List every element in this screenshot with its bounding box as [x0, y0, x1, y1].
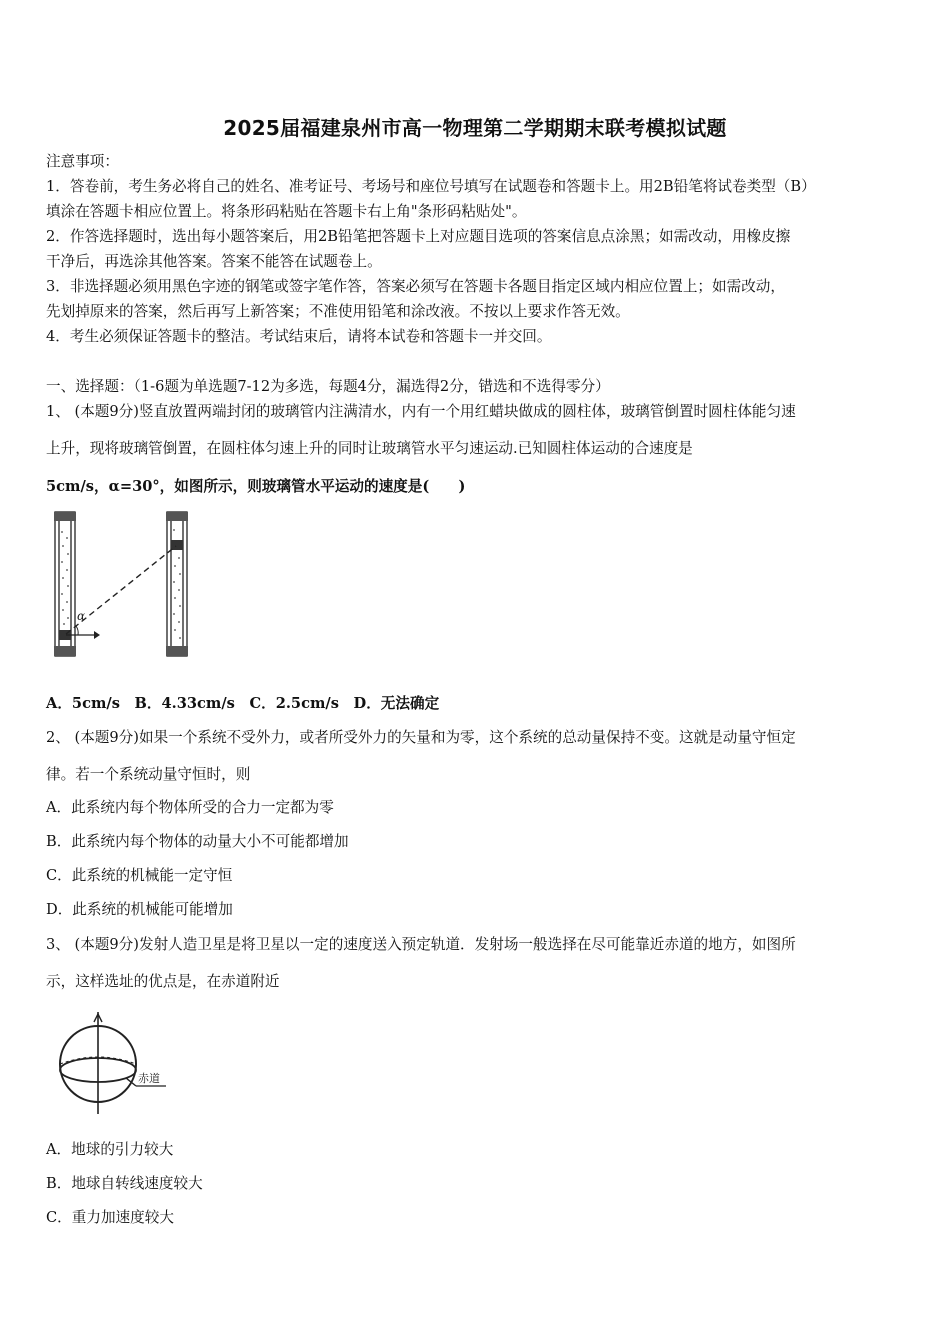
angle-label: α: [77, 609, 86, 623]
question-2-text: 2、 (本题9分)如果一个系统不受外力，或者所受外力的矢量和为零，这个系统的总动量保持不变。这就是动量守恒定: [46, 729, 796, 746]
notice-line: 3．非选择题必须用黑色字迹的钢笔或签字笔作答，答案必须写在答题卡各题目指定区域内相应位置上；如需改动，: [46, 278, 785, 295]
question-2-option-d: D．此系统的机械能可能增加: [46, 901, 233, 918]
section-heading: 一、选择题：（1-6题为单选题7-12为多选，每题4分，漏选得2分，错选和不选得零分）: [46, 378, 610, 395]
notice-line: 1．答卷前，考生务必将自己的姓名、准考证号、考场号和座位号填写在试题卷和答题卡上。用2B铅笔将试卷类型（B）: [46, 178, 816, 195]
notice-line: 2．作答选择题时，选出每小题答案后，用2B铅笔把答题卡上对应题目选项的答案信息点涂黑；如需改动，用橡皮擦: [46, 228, 791, 245]
notice-line: 干净后，再选涂其他答案。答案不能答在试题卷上。: [46, 253, 382, 270]
question-2-option-b: B．此系统内每个物体的动量大小不可能都增加: [46, 833, 349, 850]
notice-line: 先划掉原来的答案，然后再写上新答案；不准使用铅笔和涂改液。不按以上要求作答无效。: [46, 303, 630, 320]
right-tube: [167, 512, 187, 656]
notice-line: 4．考生必须保证答题卡的整洁。考试结束后，请将本试卷和答题卡一并交回。: [46, 328, 552, 345]
question-1-text: 1、 (本题9分)竖直放置两端封闭的玻璃管内注满清水，内有一个用红蜡块做成的圆柱体，玻璃管倒置时圆柱体能匀速: [46, 403, 796, 420]
notice-line: 填涂在答题卡相应位置上。将条形码粘贴在答题卡右上角"条形码粘贴处"。: [46, 203, 527, 220]
question-2-option-a: A．此系统内每个物体所受的合力一定都为零: [46, 799, 334, 816]
right-tube-cap-top: [166, 512, 188, 521]
right-tube-cap-bottom: [166, 646, 188, 656]
question-3-option-b: B．地球自转线速度较大: [46, 1175, 203, 1192]
question-3-text: 3、 (本题9分)发射人造卫星是将卫星以一定的速度送入预定轨道．发射场一般选择在尽可能靠近赤道的地方，如图所: [46, 936, 796, 953]
equator-label: 赤道: [138, 1072, 160, 1085]
question-3-text: 示，这样选址的优点是，在赤道附近: [46, 973, 280, 990]
question-1-text: 5cm/s，α=30°，如图所示，则玻璃管水平运动的速度是( ): [46, 478, 466, 495]
question-1-options: A．5cm/s B．4.33cm/s C．2.5cm/s D．无法确定: [46, 695, 440, 712]
left-tube-cap-top: [54, 512, 76, 521]
equator-pointer: [126, 1078, 136, 1086]
right-wax-block: [171, 540, 183, 550]
question-2-text: 律。若一个系统动量守恒时，则: [46, 766, 251, 783]
left-tube-cap-bottom: [54, 646, 76, 656]
earth-globe-figure: [54, 1010, 184, 1120]
glass-tube-figure: [46, 510, 196, 662]
question-2-option-c: C．此系统的机械能一定守恒: [46, 867, 233, 884]
page-title: 2025届福建泉州市高一物理第二学期期末联考模拟试题: [223, 116, 727, 140]
arrow-head-icon: [94, 631, 100, 639]
question-1-text: 上升，现将玻璃管倒置，在圆柱体匀速上升的同时让玻璃管水平匀速运动.已知圆柱体运动的合速度是: [46, 440, 693, 457]
angle-arc: [76, 626, 78, 635]
notice-heading: 注意事项：: [46, 153, 119, 170]
question-3-option-a: A．地球的引力较大: [46, 1141, 174, 1158]
question-3-option-c: C．重力加速度较大: [46, 1209, 174, 1226]
